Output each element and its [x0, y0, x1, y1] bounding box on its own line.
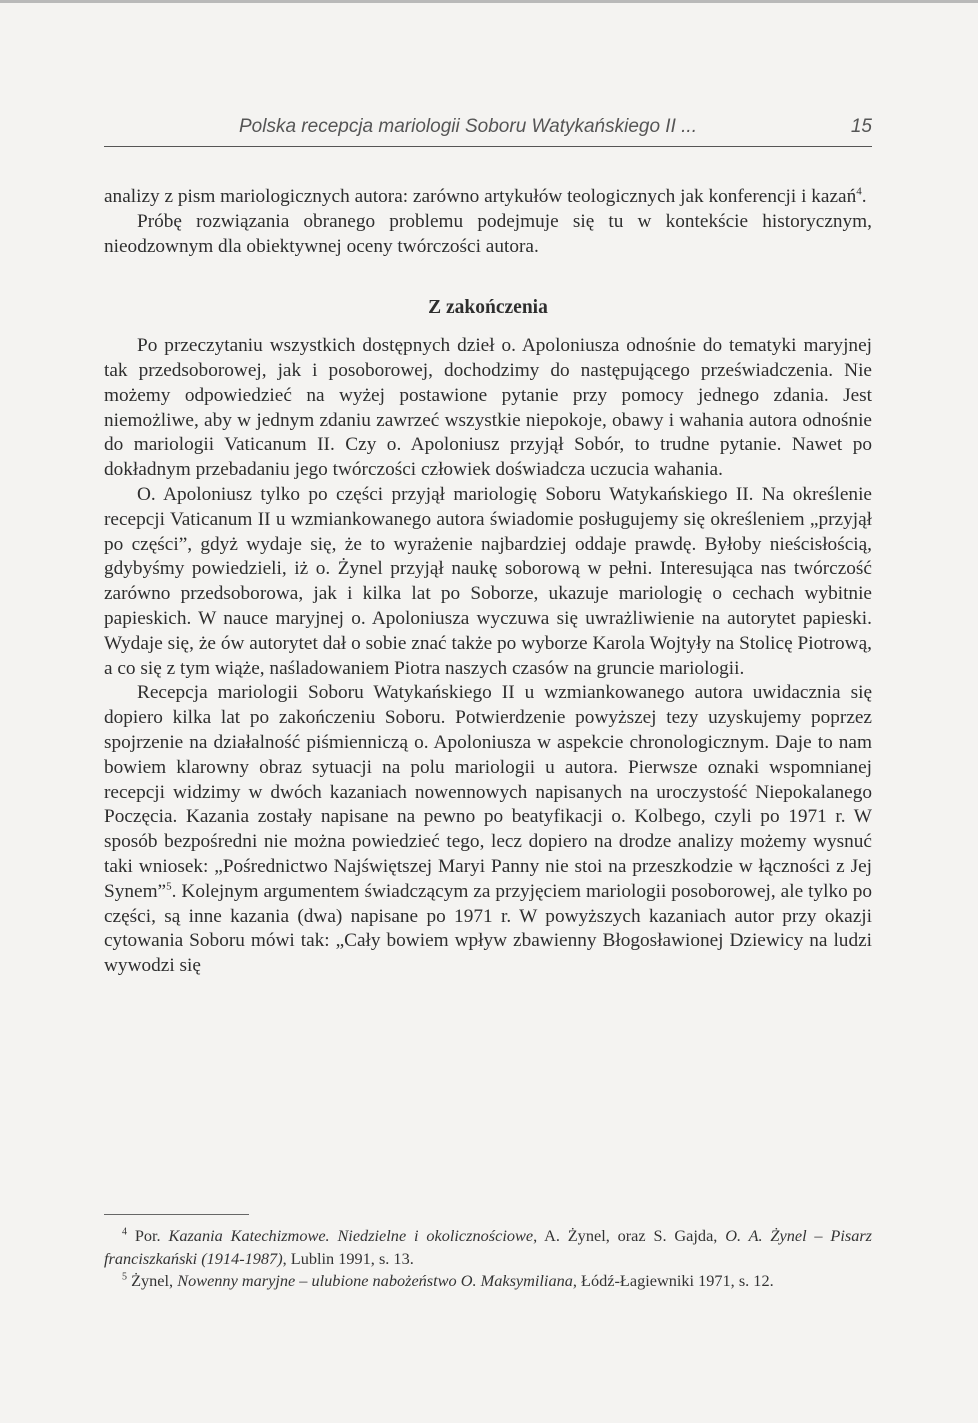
footnote-4-number: 4 [122, 1226, 127, 1238]
paragraph-5-text: Recepcja mariologii Soboru Watykańskiego II u wzmiankowanego autora uwidacznia się dopiero kilka lat po zakończeniu Soboru. Potwierdzenie powyższej tezy uzyskujemy poprzez spojrzenie na działalność piśmienniczą o. Apoloniusza w aspekcie chronologicznym. Daje to nam bowiem klarowny obraz sytuacji na polu mariologii u autora. Pierwsze oznaki wspomnianej recepcji widzimy w dwóch kazaniach nowennowych napisanych na uroczystość Niepokalanego Poczęcia. Kazania zostały napisane na pewno po beatyfikacji o. Kolbego, czyli po 1971 r. W sposób bezpośredni nie można powiedzieć tego, lecz dopiero na drodze analizy możemy wysnuć taki wniosek: „Pośrednictwo Najświętszej Maryi Panny nie stoi na przeszkodzie w łączności z Jej Synem” [104, 682, 872, 902]
footnote-5 [104, 1270, 872, 1293]
footnote-ref-5[interactable]: 5 [166, 880, 172, 893]
page-number: 15 [850, 116, 872, 137]
footnote-5-a: Żynel, [131, 1271, 178, 1290]
footnote-4-title: Kazania Katechizmowe. Niedzielne i okolicznościowe [168, 1226, 534, 1245]
footnote-4-a: Por. [134, 1226, 169, 1245]
paragraph-1-end: . [861, 186, 867, 207]
footnote-ref-4[interactable]: 4 [856, 185, 862, 198]
scan-top-edge [0, 0, 978, 3]
paragraph-5-rest: . Kolejnym argumentem świadczącym za przyjęciem mariologii posoborowej, ale tylko po części, są inne kazania (dwa) napisane po 1971 r. W powyższych kazaniach autor przy okazji cytowania Soboru mówi tak: „Cały bowiem wpływ zbawienny Błogosławionej Dziewicy na ludzi wywodzi się [104, 880, 872, 977]
paragraph-2: Próbę rozwiązania obranego problemu podejmuje się tu w kontekście historycznym, nieodzownym dla obiektywnej oceny twórczości autora. [104, 210, 872, 257]
footnote-5-c: , Łódź-Łagiewniki 1971, s. 12. [572, 1271, 774, 1290]
paragraph-1-text: analizy z pism mariologicznych autora: zarówno artykułów teologicznych jak konferencji i kazań [104, 186, 857, 207]
footnote-4-e: , Lublin 1991, s. 13. [282, 1248, 414, 1268]
footnote-5-title: Nowenny maryjne – ulubione nabożeństwo O. Maksymiliana [177, 1271, 573, 1290]
running-title: Polska recepcja mariologii Soboru Watykańskiego II ... [239, 116, 697, 137]
running-header [104, 116, 872, 147]
footnote-4-work: O. A. Żynel – Pisarz franciszkański (1914-1987) [104, 1226, 873, 1268]
main-text [104, 185, 872, 979]
footnote-separator [104, 1214, 249, 1215]
paragraph-1 [104, 185, 872, 210]
paragraph-5 [104, 681, 872, 979]
footnote-4-c: , A. Żynel, oraz S. Gajda, [533, 1226, 726, 1245]
paragraph-3: Po przeczytaniu wszystkich dostępnych dzieł o. Apoloniusza odnośnie do tematyki maryjnej tak przedsoborowej, jak i posoborowej, dochodzimy do następującego przeświadczenia. Nie możemy odpowiedzieć na wyżej postawione pytanie przy pomocy jednego zdania. Jest niemożliwe, aby w jednym zdaniu zawrzeć wszystkie niepokoje, obawy i wahania autora odnośnie do mariologii Vaticanum II. Czy o. Apoloniusz przyjął Sobór, to trudne pytanie. Nawet po dokładnym przebadaniu jego twórczości człowiek doświadcza uczucia wahania. [104, 335, 872, 481]
footnote-4 [104, 1225, 872, 1270]
footnotes [104, 1225, 872, 1293]
paragraph-4: O. Apoloniusz tylko po części przyjął mariologię Soboru Watykańskiego II. Na określenie recepcji Vaticanum II u wzmiankowanego autora świadomie posługujemy się określeniem „przyjął po części”, gdyż wydaje się, że to wyrażenie najbardziej oddaje prawdę. Byłoby nieścisłością, gdybyśmy powiedzieli, iż o. Żynel przyjął naukę soborową w pełni. Interesująca nas twórczość zarówno przedsoborowa, jak i kilka lat po Soborze, ukazuje mariologię o cechach wybitnie papieskich. W nauce maryjnej o. Apoloniusza wyczuwa się uwrażliwienie na autorytet papieski. Wydaje się, że ów autorytet dał o sobie znać także po wyborze Karola Wojtyły na Stolicę Piotrową, a co się z tym wiąże, naśladowaniem Piotra naszych czasów na gruncie mariologii. [104, 483, 872, 679]
section-heading: Z zakończenia [428, 297, 548, 319]
footnote-5-number: 5 [122, 1271, 127, 1283]
